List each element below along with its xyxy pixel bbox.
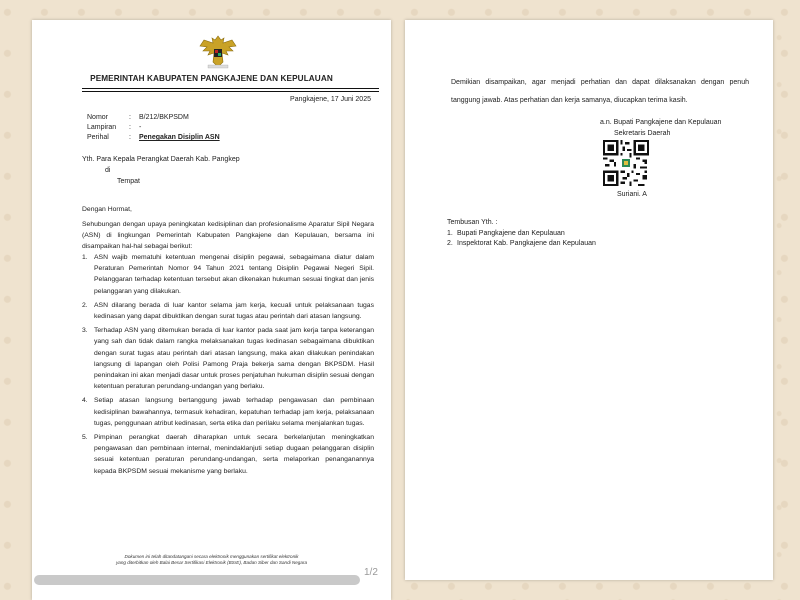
points-list (82, 252, 374, 480)
item-number: 2. (82, 301, 88, 309)
cc-text: Inspektorat Kab. Pangkajene dan Kepulauan (457, 240, 596, 247)
qr-code-icon (603, 140, 649, 186)
meta-key: Lampiran (87, 124, 117, 131)
horizontal-scrollbar[interactable] (34, 575, 360, 585)
recipient-block (82, 154, 240, 187)
cc-item (447, 239, 596, 250)
item-number: 3. (82, 327, 88, 335)
list-item (82, 432, 374, 477)
list-item (82, 325, 374, 392)
item-text: ASN dilarang berada di luar kantor selama jam kerja, kecuali untuk pelaksanaan tugas kedinasan yang dapat dibuktikan dengan surat tugas atau perintah dari atasan langsung. (94, 301, 374, 321)
signer-on-behalf: a.n. Bupati Pangkajene dan Kepulauan (600, 119, 722, 126)
item-text: Pimpinan perangkat daerah diharapkan untuk secara berkelanjutan meningkatkan pengawasan dan pembinaan internal, menindaklanjuti setiap dugaan pelanggaran disiplin sesuai ketentuan peraturan perundang-undangan, serta melaporkan penanganannya kepada BKPSDM sesuai mekanisme yang berlaku. (94, 434, 374, 475)
recipient-di: di (105, 167, 111, 174)
meta-key: Nomor (87, 114, 109, 121)
letter-meta: Nomor : B/212/BKPSDM Lampiran : - Perihal : Penegakan Disiplin ASN (87, 114, 220, 141)
letter-date: Pangkajene, 17 Juni 2025 (290, 96, 371, 103)
document-page-2 (405, 20, 773, 580)
signer-name: Suriani. A (617, 191, 647, 198)
e-signature-footer (32, 554, 391, 566)
header-rule (82, 88, 379, 89)
meta-value: B/212/BKPSDM (139, 114, 189, 121)
garuda-emblem-icon (198, 32, 238, 72)
recipient-place: Tempat (117, 178, 140, 185)
cc-item (447, 229, 596, 240)
document-page-1 (32, 20, 391, 600)
item-text: ASN wajib mematuhi ketentuan mengenai disiplin pegawai, sebagaimana diatur dalam Peraturan Pemerintah Nomor 94 Tahun 2021 tentang Disiplin Pegawai Negeri Sipil. Pelanggaran terhadap ketentuan tersebut akan dikenakan hukuman sesuai tingkat dan jenis pelanggaran yang dilakukan. (94, 254, 374, 295)
cc-number: 1. (447, 229, 453, 237)
page-indicator: 1/2 (364, 567, 378, 578)
government-heading: PEMERINTAH KABUPATEN PANGKAJENE DAN KEPULAUAN (90, 74, 333, 83)
meta-value: - (139, 124, 142, 131)
meta-value-subject: Penegakan Disiplin ASN (139, 134, 220, 141)
footer-line: Dokumen ini telah ditandatangani secara elektronik menggunakan sertifikat elektronik (124, 554, 299, 559)
footer-line: yang diterbitkan oleh Balai Besar Sertifikasi Elektronik (BSrE), Badan Siber dan Sandi Negara (116, 560, 307, 565)
item-number: 4. (82, 397, 88, 405)
item-text: Setiap atasan langsung bertanggung jawab terhadap pengawasan dan pembinaan kedisiplinan bawahannya, termasuk kehadiran, kepatuhan terhadap jam kerja, pelaksanaan tugas, penggunaan atribut kedinasan, serta etika dan perilaku selama menjalankan tugas. (94, 397, 374, 427)
cc-number: 2. (447, 240, 453, 247)
list-item (82, 395, 374, 429)
list-item (82, 252, 374, 297)
list-item (82, 300, 374, 322)
recipient: Yth. Para Kepala Perangkat Daerah Kab. Pangkep (82, 156, 240, 163)
item-number: 5. (82, 434, 88, 442)
signer-title: Sekretaris Daerah (614, 130, 671, 137)
cc-block (447, 218, 596, 250)
greeting: Dengan Hormat, (82, 206, 132, 213)
cc-title: Tembusan Yth. : (447, 219, 498, 226)
meta-key: Perihal (87, 134, 109, 141)
header-rule-thin (82, 91, 379, 92)
item-number: 1. (82, 254, 88, 261)
intro-paragraph: Sehubungan dengan upaya peningkatan kedisiplinan dan profesionalisme Aparatur Sipil Negara (ASN) di lingkungan Pemerintah Kabupaten Pangkajene dan Kepulauan, bersama ini disampaikan hal-hal sebagai berikut: (82, 221, 374, 251)
closing-paragraph: Demikian disampaikan, agar menjadi perhatian dan dapat dilaksanakan dengan penuh tanggung jawab. Atas perhatian dan kerja samanya, diucapkan terima kasih. (451, 79, 749, 104)
item-text: Terhadap ASN yang ditemukan berada di luar kantor pada saat jam kerja tanpa keterangan yang sah dan tidak dalam rangka melaksanakan tugas kedinasan sebagaimana dibuktikan dengan surat tugas atau perintah dari atasan langsung, maka akan dilakukan penindakan langsung di lapangan oleh Polisi Pamong Praja bekerja sama dengan BKPSDM. Hasil penindakan ini akan menjadi dasar untuk proses penjatuhan hukuman disiplin sesuai dengan ketentuan peraturan perundang-undangan yang berlaku. (94, 327, 374, 391)
cc-text: Bupati Pangkajene dan Kepulauan (457, 229, 565, 237)
